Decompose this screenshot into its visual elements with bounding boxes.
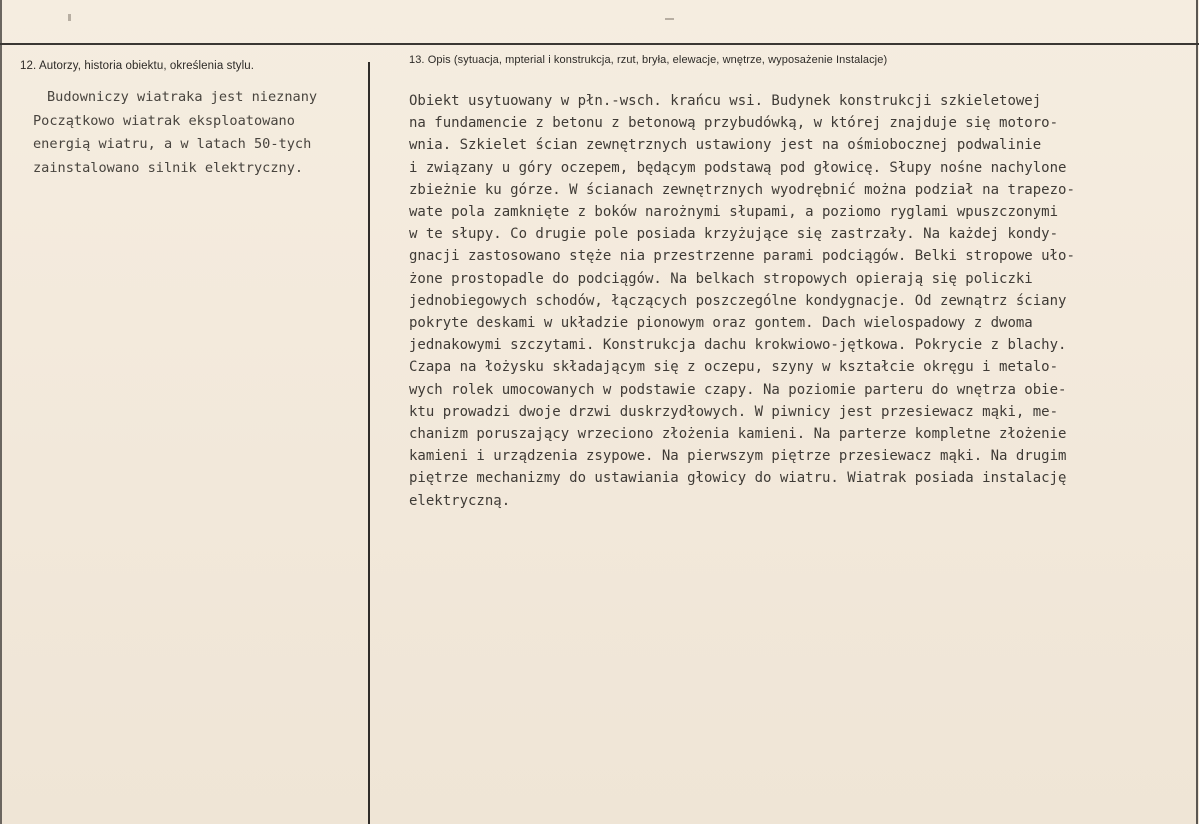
column-divider <box>368 62 370 824</box>
text-line: wate pola zamknięte z boków narożnymi słupami, a poziomo ryglami wpuszczonymi <box>409 204 1059 221</box>
text-line: wnia. Szkielet ścian zewnętrznych ustawiony jest na ośmiobocznej podwalinie <box>409 137 1042 154</box>
text-line: zbieżnie ku górze. W ścianach zewnętrznych wyodrębnić można podział na trapezo- <box>409 181 1075 198</box>
text-line: Budowniczy wiatraka jest nieznany <box>47 89 318 105</box>
text-line: energią wiatru, a w latach 50-tych <box>33 136 312 153</box>
left-border <box>0 0 2 824</box>
right-border <box>1196 0 1198 824</box>
section-12-text <box>33 86 365 181</box>
text-line: Początkowo wiatrak eksploatowano <box>33 112 295 129</box>
text-line: elektryczną. <box>409 492 511 509</box>
text-line: gnacji zastosowano stęże nia przestrzenne parami podciągów. Belki stropowe uło- <box>409 248 1075 265</box>
text-line: żone prostopadle do podciągów. Na belkach stropowych opierają się policzki <box>409 270 1033 287</box>
text-line: chanizm poruszający wrzeciono złożenia kamieni. Na parterze kompletne złożenie <box>409 426 1067 443</box>
text-line: wych rolek umocowanych w podstawie czapy. Na poziomie parteru do wnętrza obie- <box>409 381 1067 398</box>
section-12-heading: 12. Autorzy, historia obiektu, określenia stylu. <box>20 60 255 72</box>
text-line: kamieni i urządzenia zsypowe. Na pierwszym piętrze przesiewacz mąki. Na drugim <box>409 448 1067 465</box>
text-line: i związany u góry oczepem, będącym podstawą pod głowicę. Słupy nośne nachylone <box>409 159 1067 176</box>
text-line: na fundamencie z betonu z betonową przybudówką, w której znajduje się motoro- <box>409 115 1059 132</box>
top-rule <box>0 43 1199 45</box>
section-13-text <box>409 90 1189 512</box>
text-line: Obiekt usytuowany w płn.-wsch. krańcu wsi. Budynek konstrukcji szkieletowej <box>409 93 1042 109</box>
text-line: Czapa na łożysku składającym się z oczepu, szyny w kształcie okręgu i metalo- <box>409 359 1059 376</box>
section-13-heading: 13. Opis (sytuacja, mpterial i konstrukcja, rzut, bryła, elewacje, wnętrze, wyposażenie Instalacje) <box>409 54 888 66</box>
text-line: piętrze mechanizmy do ustawiania głowicy do wiatru. Wiatrak posiada instalację <box>409 470 1067 487</box>
text-line: ktu prowadzi dwoje drzwi duskrzydłowych. W piwnicy jest przesiewacz mąki, me- <box>409 403 1059 420</box>
paper-mark <box>665 18 674 20</box>
text-line: jednakowymi szczytami. Konstrukcja dachu krokwiowo-jętkowa. Pokrycie z blachy. <box>409 337 1067 354</box>
text-line: zainstalowano silnik elektryczny. <box>33 160 304 177</box>
text-line: pokryte deskami w układzie pionowym oraz gontem. Dach wielospadowy z dwoma <box>409 315 1033 332</box>
text-line: w te słupy. Co drugie pole posiada krzyżujące się zastrzały. Na każdej kondy- <box>409 226 1059 243</box>
paper-mark <box>68 14 71 21</box>
text-line: jednobiegowych schodów, łączących poszczególne kondygnacje. Od zewnątrz ściany <box>409 292 1067 309</box>
